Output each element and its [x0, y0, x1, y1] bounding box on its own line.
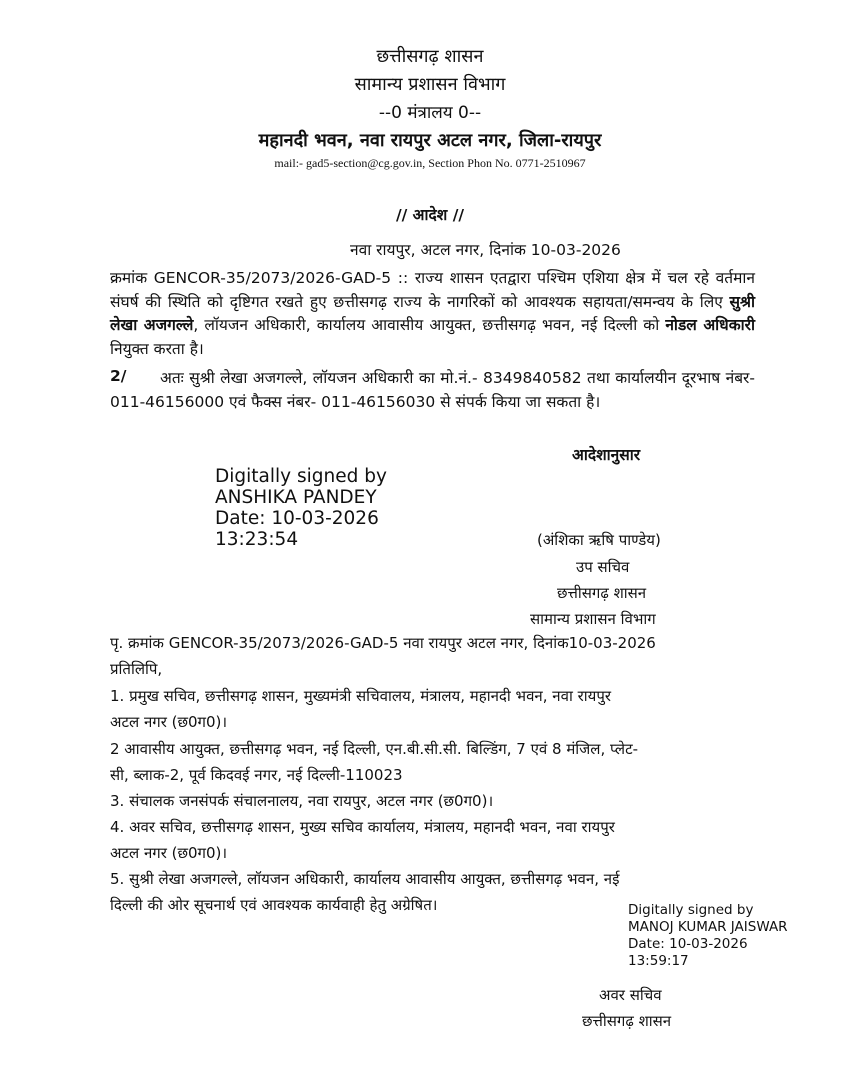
signatory-1-designation: उप सचिव: [576, 558, 630, 576]
copy-item-2-line-1: 2 आवासीय आयुक्त, छत्तीसगढ़ भवन, नई दिल्ली, एन.बी.सी.सी. बिल्डिंग, 7 एवं 8 मंजिल, प्लेट-: [110, 740, 639, 758]
signature-2-line-4: 13:59:17: [628, 953, 689, 969]
copy-item-3-line-1: 3. संचालक जनसंपर्क संचालनालय, नवा रायपुर, अटल नगर (छ0ग0)।: [110, 792, 494, 810]
copy-item-5-line-1: 5. सुश्री लेखा अजगल्ले, लॉयजन अधिकारी, कार्यालय आवासीय आयुक्त, छत्तीसगढ़ भवन, नई: [110, 870, 620, 888]
order-heading: // आदेश //: [395, 206, 465, 224]
signature-2-line-1: Digitally signed by: [628, 902, 754, 918]
endorsement-reference: पृ. क्रमांक GENCOR-35/2073/2026-GAD-5 नवा रायपुर अटल नगर, दिनांक10-03-2026: [110, 634, 656, 652]
para1-prefix: क्रमांक GENCOR-35/2073/2026-GAD-5 :: राज्य शासन एतद्वारा पश्चिम एशिया क्षेत्र में चल रहे वर्तमान संघर्ष की स्थिति को दृष्टिगत रखते हुए छत्तीसगढ़ राज्य के नागरिकों को आवश्यक सहायता/समन्वय के लिए: [110, 269, 755, 311]
digital-signature-2: [628, 902, 788, 970]
order-paragraph-1: [110, 267, 755, 361]
header-govt: छत्तीसगढ़ शासन: [376, 46, 484, 67]
signatory-2-govt: छत्तीसगढ़ शासन: [582, 1012, 672, 1030]
signatory-1-department: सामान्य प्रशासन विभाग: [530, 610, 656, 628]
signature-1-line-3: Date: 10-03-2026: [215, 508, 379, 529]
order-paragraph-2: अतः सुश्री लेखा अजगल्ले, लॉयजन अधिकारी का मो.नं.- 8349840582 तथा कार्यालयीन दूरभाष नंबर- 011-46156000 एवं फैक्स नंबर- 011-46156030 से संपर्क किया जा सकता है।: [110, 369, 755, 411]
signature-1-line-4: 13:23:54: [215, 529, 299, 550]
para2-number: 2/: [110, 367, 127, 385]
nodal-officer-role: नोडल अधिकारी: [665, 316, 755, 334]
signatory-1-govt: छत्तीसगढ़ शासन: [557, 584, 647, 602]
header-address: महानदी भवन, नवा रायपुर अटल नगर, जिला-रायपुर: [258, 130, 602, 151]
copy-item-1-line-1: 1. प्रमुख सचिव, छत्तीसगढ़ शासन, मुख्यमंत्री सचिवालय, मंत्रालय, महानदी भवन, नवा रायपुर: [110, 687, 611, 705]
header-department: सामान्य प्रशासन विभाग: [354, 74, 506, 95]
signature-2-line-3: Date: 10-03-2026: [628, 936, 748, 952]
digital-signature-1: [215, 466, 387, 550]
by-order-label: आदेशानुसार: [572, 446, 641, 464]
copy-to-label: प्रतिलिपि,: [110, 660, 163, 678]
nodal-officer-name: सुश्री लेखा अजगल्ले: [110, 292, 755, 334]
signature-1-line-1: Digitally signed by: [215, 466, 387, 487]
header-contact: mail:- gad5-section@cg.gov.in, Section Phon No. 0771-2510967: [274, 156, 586, 170]
signature-2-line-2: MANOJ KUMAR JAISWAR: [628, 919, 788, 935]
copy-item-4-line-2: अटल नगर (छ0ग0)।: [110, 844, 228, 862]
signatory-1-name: (अंशिका ऋषि पाण्डेय): [537, 531, 661, 549]
order-place-date: नवा रायपुर, अटल नगर, दिनांक 10-03-2026: [350, 241, 621, 259]
para1-suffix: नियुक्त करता है।: [110, 339, 204, 358]
para1-middle: , लॉयजन अधिकारी, कार्यालय आवासीय आयुक्त, छत्तीसगढ़ भवन, नई दिल्ली को: [193, 316, 666, 334]
copy-item-2-line-2: सी, ब्लाक-2, पूर्व किदवई नगर, नई दिल्ली-110023: [110, 766, 403, 784]
header-office: --0 मंत्रालय 0--: [378, 103, 482, 123]
signatory-2-designation: अवर सचिव: [599, 986, 662, 1004]
copy-item-4-line-1: 4. अवर सचिव, छत्तीसगढ़ शासन, मुख्य सचिव कार्यालय, मंत्रालय, महानदी भवन, नवा रायपुर: [110, 818, 615, 836]
copy-item-5-line-2: दिल्ली की ओर सूचनार्थ एवं आवश्यक कार्यवाही हेतु अग्रेषित।: [110, 896, 438, 914]
signature-1-line-2: ANSHIKA PANDEY: [215, 487, 377, 508]
copy-item-1-line-2: अटल नगर (छ0ग0)।: [110, 713, 228, 731]
